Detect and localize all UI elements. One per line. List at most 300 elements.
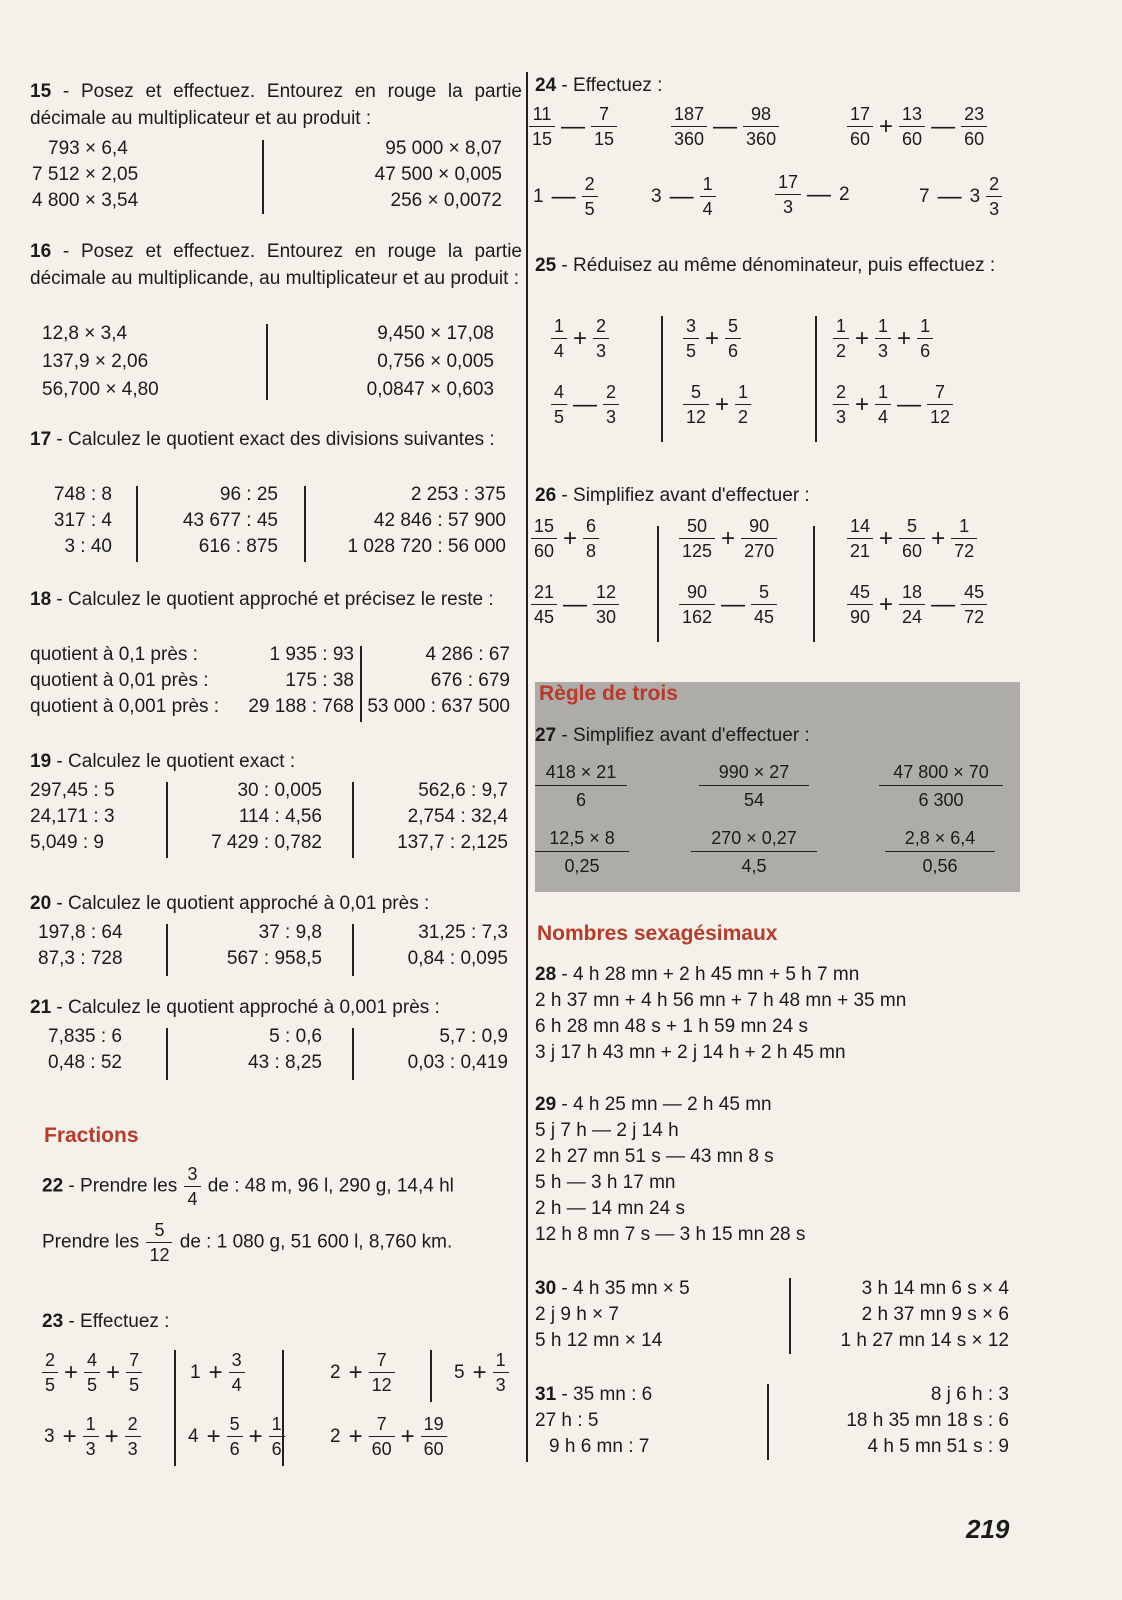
operation: 2 h 27 mn 51 s — 43 mn 8 s bbox=[535, 1146, 774, 1167]
operator: + bbox=[563, 524, 578, 552]
numerator: 2 bbox=[593, 314, 609, 339]
expr bbox=[529, 514, 601, 563]
integer: 2 bbox=[839, 183, 850, 205]
numerator: 1 bbox=[833, 314, 849, 339]
denominator: 125 bbox=[682, 541, 713, 561]
division: 43 677 : 45 bbox=[182, 510, 278, 531]
division: 1 935 : 93 bbox=[269, 644, 354, 665]
fraction bbox=[582, 172, 598, 221]
integer: 7 bbox=[919, 185, 930, 207]
fraction bbox=[421, 1412, 447, 1461]
operator: + bbox=[106, 1358, 121, 1386]
denominator: 3 bbox=[127, 1439, 138, 1459]
exercise-instruction: - Posez et effectuez. Entourez en rouge la partie décimale au multiplicande, au multiplicateur et au produit : bbox=[30, 241, 522, 289]
operator: + bbox=[348, 1358, 363, 1386]
denominator: 3 bbox=[495, 1375, 506, 1395]
denominator: 6 bbox=[920, 341, 931, 361]
numerator: 23 bbox=[961, 102, 987, 127]
big-fraction bbox=[691, 828, 817, 877]
integer: 2 bbox=[330, 1361, 341, 1383]
fraction bbox=[743, 102, 779, 151]
numerator: 17 bbox=[847, 102, 873, 127]
numerator: 5 bbox=[683, 380, 709, 405]
numerator: 1 bbox=[875, 314, 891, 339]
fraction bbox=[683, 380, 709, 429]
division: 317 : 4 bbox=[53, 510, 112, 531]
division: 96 : 25 bbox=[219, 484, 278, 505]
big-fraction bbox=[885, 828, 995, 877]
operator: + bbox=[721, 524, 736, 552]
operation: 56,700 × 4,80 bbox=[42, 379, 159, 400]
numerator: 12,5 × 8 bbox=[535, 828, 629, 852]
fraction bbox=[917, 314, 933, 363]
exercise-instruction: - Calculez le quotient approché à 0,001 près : bbox=[56, 997, 440, 1018]
denominator: 60 bbox=[371, 1439, 392, 1459]
numerator: 98 bbox=[743, 102, 779, 127]
fraction bbox=[146, 1218, 172, 1267]
fraction bbox=[875, 314, 891, 363]
numerator: 4 bbox=[84, 1348, 100, 1373]
fraction bbox=[583, 514, 599, 563]
division: 297,45 : 5 bbox=[30, 780, 115, 801]
numerator: 7 bbox=[369, 1412, 395, 1437]
exercise-instruction: - Simplifiez avant d'effectuer : bbox=[561, 485, 810, 506]
expr bbox=[845, 514, 979, 563]
exercise-29 bbox=[535, 1092, 805, 1248]
big-fraction bbox=[535, 762, 627, 811]
exercise-30-left bbox=[535, 1276, 690, 1354]
fraction bbox=[42, 1348, 58, 1397]
denominator: 21 bbox=[850, 541, 871, 561]
exercise-number: 25 bbox=[535, 255, 557, 276]
numerator: 17 bbox=[775, 170, 801, 195]
operation: 2 h 37 mn 9 s × 6 bbox=[861, 1304, 1009, 1325]
fraction bbox=[493, 1348, 509, 1397]
division: 87,3 : 728 bbox=[38, 948, 123, 969]
denominator: 15 bbox=[594, 129, 615, 149]
fraction bbox=[125, 1412, 141, 1461]
integer: 3 bbox=[969, 185, 981, 207]
ex27-heading bbox=[535, 722, 810, 749]
denominator: 4 bbox=[187, 1189, 198, 1209]
fraction bbox=[683, 314, 699, 363]
exercise-instruction: - Effectuez : bbox=[68, 1311, 170, 1332]
denominator: 5 bbox=[554, 407, 565, 427]
fraction bbox=[671, 102, 707, 151]
ex17-col3 bbox=[314, 482, 506, 560]
fraction bbox=[927, 380, 953, 429]
exercise-number: 15 bbox=[30, 81, 52, 102]
division: 4 286 : 67 bbox=[425, 644, 510, 665]
divider bbox=[304, 486, 306, 562]
denominator: 3 bbox=[606, 407, 617, 427]
exercise-number: 26 bbox=[535, 485, 557, 506]
division: 2,754 : 32,4 bbox=[407, 806, 508, 827]
numerator: 47 800 × 70 bbox=[879, 762, 1003, 786]
division: 676 : 679 bbox=[430, 670, 510, 691]
divider bbox=[661, 316, 663, 442]
ex20-col3 bbox=[360, 920, 508, 972]
fraction bbox=[679, 514, 715, 563]
operator: + bbox=[104, 1422, 119, 1450]
denominator: 45 bbox=[534, 607, 555, 627]
division: 30 : 0,005 bbox=[237, 780, 322, 801]
numerator: 21 bbox=[531, 580, 557, 605]
integer: 2 bbox=[330, 1425, 341, 1447]
division: 7 429 : 0,782 bbox=[211, 832, 322, 853]
expr bbox=[677, 514, 779, 563]
fraction bbox=[725, 314, 741, 363]
denominator: 15 bbox=[532, 129, 553, 149]
denominator: 24 bbox=[902, 607, 923, 627]
fraction bbox=[593, 314, 609, 363]
operation: 12 h 8 mn 7 s — 3 h 15 mn 28 s bbox=[535, 1224, 806, 1245]
divider bbox=[360, 646, 362, 722]
integer: 3 bbox=[44, 1425, 55, 1447]
denominator: 60 bbox=[902, 541, 923, 561]
ex16-left-list bbox=[42, 320, 159, 404]
numerator: 5 bbox=[725, 314, 741, 339]
numerator: 1 bbox=[875, 380, 891, 405]
precision-label: quotient à 0,1 près : bbox=[30, 644, 198, 665]
regle-de-trois-panel bbox=[535, 682, 1020, 892]
division: 567 : 958,5 bbox=[226, 948, 322, 969]
fraction bbox=[899, 580, 925, 629]
denominator: 54 bbox=[743, 790, 765, 810]
expr bbox=[773, 170, 854, 219]
expr bbox=[681, 380, 753, 429]
numerator: 990 × 27 bbox=[699, 762, 809, 786]
operator: + bbox=[931, 524, 946, 552]
numerator: 2 bbox=[125, 1412, 141, 1437]
expr bbox=[915, 172, 1004, 221]
division: 5,7 : 0,9 bbox=[439, 1026, 508, 1047]
expr bbox=[527, 102, 619, 151]
text: de : 48 m, 96 l, 290 g, 14,4 hl bbox=[207, 1175, 454, 1197]
exercise-number: 18 bbox=[30, 589, 52, 610]
ex16-right-list bbox=[280, 320, 494, 404]
section-title-nombres-sexagesimaux: Nombres sexagésimaux bbox=[537, 922, 778, 945]
ex21-col2 bbox=[176, 1024, 322, 1076]
ex19-col2 bbox=[176, 778, 322, 856]
denominator: 3 bbox=[85, 1439, 96, 1459]
denominator: 5 bbox=[45, 1375, 56, 1395]
exercise-number: 22 bbox=[42, 1175, 64, 1197]
operation: 6 h 28 mn 48 s + 1 h 59 mn 24 s bbox=[535, 1016, 809, 1037]
fraction bbox=[847, 580, 873, 629]
fraction bbox=[735, 380, 751, 429]
operation: 27 h : 5 bbox=[535, 1410, 599, 1431]
expr bbox=[831, 380, 955, 429]
divider bbox=[166, 1028, 168, 1080]
ex17-col2 bbox=[150, 482, 278, 560]
numerator: 1 bbox=[917, 314, 933, 339]
denominator: 60 bbox=[902, 129, 923, 149]
operation: 4 h 5 mn 51 s : 9 bbox=[867, 1436, 1009, 1457]
operation: 5 h — 3 h 17 mn bbox=[535, 1172, 676, 1193]
fraction bbox=[833, 380, 849, 429]
expr bbox=[450, 1348, 511, 1397]
divider bbox=[815, 316, 817, 442]
divider bbox=[174, 1350, 176, 1466]
text: Prendre les bbox=[42, 1231, 140, 1253]
operation: 18 h 35 mn 18 s : 6 bbox=[846, 1410, 1009, 1431]
exercise-17 bbox=[30, 426, 522, 566]
operation: - 4 h 28 mn + 2 h 45 mn + 5 h 7 mn bbox=[561, 964, 860, 985]
denominator: 3 bbox=[989, 199, 1000, 219]
division: 7,835 : 6 bbox=[48, 1026, 122, 1047]
operator: — bbox=[937, 182, 962, 210]
operator: + bbox=[248, 1422, 263, 1450]
numerator: 2 bbox=[986, 172, 1002, 197]
division: 24,171 : 3 bbox=[30, 806, 115, 827]
fraction bbox=[603, 380, 619, 429]
fraction bbox=[369, 1348, 395, 1397]
denominator: 2 bbox=[738, 407, 749, 427]
numerator: 4 bbox=[551, 380, 567, 405]
numerator: 1 bbox=[951, 514, 977, 539]
ex19-col3 bbox=[360, 778, 508, 856]
fraction bbox=[551, 380, 567, 429]
exercise-number: 19 bbox=[30, 751, 52, 772]
big-fraction bbox=[699, 762, 809, 811]
operator: — bbox=[563, 590, 588, 618]
operator: + bbox=[62, 1422, 77, 1450]
fraction bbox=[751, 580, 777, 629]
numerator: 1 bbox=[269, 1412, 285, 1437]
denominator: 12 bbox=[930, 407, 951, 427]
ex18-col2 bbox=[366, 642, 510, 720]
fraction bbox=[551, 314, 567, 363]
denominator: 5 bbox=[584, 199, 595, 219]
denominator: 4,5 bbox=[741, 856, 767, 876]
expr bbox=[184, 1412, 287, 1461]
denominator: 360 bbox=[746, 129, 777, 149]
ex18-labels bbox=[30, 642, 219, 720]
exercise-24 bbox=[532, 72, 1020, 242]
exercise-31-left bbox=[535, 1382, 652, 1460]
fraction bbox=[269, 1412, 285, 1461]
division: 2 253 : 375 bbox=[410, 484, 506, 505]
fraction bbox=[875, 380, 891, 429]
operator: + bbox=[897, 324, 912, 352]
precision-label: quotient à 0,01 près : bbox=[30, 670, 209, 691]
denominator: 3 bbox=[878, 341, 889, 361]
numerator: 1 bbox=[551, 314, 567, 339]
big-fraction bbox=[535, 828, 629, 877]
operator: — bbox=[721, 590, 746, 618]
operation: 9 h 6 mn : 7 bbox=[549, 1436, 650, 1457]
operation: - 4 h 25 mn — 2 h 45 mn bbox=[561, 1094, 772, 1115]
denominator: 162 bbox=[682, 607, 713, 627]
denominator: 4 bbox=[702, 199, 713, 219]
operator: + bbox=[879, 524, 894, 552]
integer: 1 bbox=[190, 1361, 201, 1383]
division: 175 : 38 bbox=[285, 670, 354, 691]
denominator: 72 bbox=[954, 541, 975, 561]
denominator: 60 bbox=[534, 541, 555, 561]
numerator: 2 bbox=[582, 172, 598, 197]
numerator: 90 bbox=[679, 580, 715, 605]
operation: - 4 h 35 mn × 5 bbox=[561, 1278, 690, 1299]
fraction bbox=[899, 514, 925, 563]
expr bbox=[529, 172, 600, 221]
operation: 47 500 × 0,005 bbox=[374, 164, 502, 185]
operation: 5 j 7 h — 2 j 14 h bbox=[535, 1120, 679, 1141]
operation: 4 800 × 3,54 bbox=[32, 190, 139, 211]
denominator: 8 bbox=[586, 541, 597, 561]
big-fraction bbox=[879, 762, 1003, 811]
exercise-number: 17 bbox=[30, 429, 52, 450]
operation: 137,9 × 2,06 bbox=[42, 351, 149, 372]
ex22-line-1 bbox=[42, 1162, 454, 1211]
numerator: 1 bbox=[83, 1412, 99, 1437]
fraction bbox=[184, 1162, 200, 1211]
ex20-col1 bbox=[38, 920, 123, 972]
division: 43 : 8,25 bbox=[248, 1052, 322, 1073]
numerator: 1 bbox=[735, 380, 751, 405]
numerator: 12 bbox=[593, 580, 619, 605]
page-number: 219 bbox=[966, 1514, 1010, 1544]
operation: 3 j 17 h 43 mn + 2 j 14 h + 2 h 45 mn bbox=[535, 1042, 846, 1063]
numerator: 3 bbox=[184, 1162, 200, 1187]
expr bbox=[647, 172, 718, 221]
exercise-instruction: - Effectuez : bbox=[561, 75, 663, 96]
numerator: 418 × 21 bbox=[535, 762, 627, 786]
denominator: 5 bbox=[87, 1375, 98, 1395]
numerator: 7 bbox=[927, 380, 953, 405]
numerator: 18 bbox=[899, 580, 925, 605]
numerator: 2 bbox=[42, 1348, 58, 1373]
operation: - 35 mn : 6 bbox=[561, 1384, 653, 1405]
divider bbox=[813, 526, 815, 642]
fraction bbox=[529, 102, 555, 151]
division: 29 188 : 768 bbox=[248, 696, 354, 717]
operation: 8 j 6 h : 3 bbox=[930, 1384, 1009, 1405]
denominator: 4 bbox=[231, 1375, 242, 1395]
expr bbox=[326, 1412, 449, 1461]
denominator: 60 bbox=[423, 1439, 444, 1459]
exercise-28 bbox=[535, 962, 906, 1066]
numerator: 19 bbox=[421, 1412, 447, 1437]
section-title-regle-de-trois: Règle de trois bbox=[539, 682, 678, 705]
fraction bbox=[593, 580, 619, 629]
fraction bbox=[951, 514, 977, 563]
exercise-number: 27 bbox=[535, 725, 557, 746]
numerator: 270 × 0,27 bbox=[691, 828, 817, 852]
denominator: 4 bbox=[878, 407, 889, 427]
denominator: 90 bbox=[850, 607, 871, 627]
integer: 4 bbox=[188, 1425, 199, 1447]
exercise-number: 30 bbox=[535, 1278, 557, 1299]
denominator: 12 bbox=[149, 1245, 170, 1265]
numerator: 45 bbox=[961, 580, 987, 605]
numerator: 187 bbox=[671, 102, 707, 127]
expr bbox=[845, 102, 989, 151]
exercise-30-right bbox=[797, 1276, 1009, 1354]
division: 0,03 : 0,419 bbox=[407, 1052, 508, 1073]
denominator: 30 bbox=[596, 607, 617, 627]
ex21-col1 bbox=[30, 1024, 122, 1076]
numerator: 3 bbox=[229, 1348, 245, 1373]
denominator: 6 300 bbox=[918, 790, 964, 810]
exercise-19 bbox=[30, 748, 522, 878]
exercise-15 bbox=[30, 78, 522, 228]
operator: + bbox=[879, 112, 894, 140]
divider bbox=[352, 782, 354, 858]
operator: + bbox=[208, 1358, 223, 1386]
denominator: 60 bbox=[850, 129, 871, 149]
division: 31,25 : 7,3 bbox=[418, 922, 508, 943]
fraction bbox=[700, 172, 716, 221]
exercise-22 bbox=[30, 1162, 522, 1272]
divider bbox=[767, 1384, 769, 1460]
exercise-number: 24 bbox=[535, 75, 557, 96]
operator: — bbox=[931, 112, 956, 140]
expr bbox=[549, 314, 611, 363]
ex19-col1 bbox=[30, 778, 115, 856]
fraction bbox=[679, 580, 715, 629]
exercise-number: 21 bbox=[30, 997, 52, 1018]
exercise-16 bbox=[30, 238, 522, 408]
fraction bbox=[899, 102, 925, 151]
numerator: 1 bbox=[700, 172, 716, 197]
divider bbox=[352, 924, 354, 976]
division: 42 846 : 57 900 bbox=[373, 510, 506, 531]
column-divider bbox=[526, 72, 528, 1462]
fraction bbox=[83, 1412, 99, 1461]
division: 53 000 : 637 500 bbox=[367, 696, 510, 717]
fraction bbox=[775, 170, 801, 219]
denominator: 5 bbox=[129, 1375, 140, 1395]
exercise-25 bbox=[535, 252, 1020, 452]
division: 748 : 8 bbox=[53, 484, 112, 505]
ex22-line-2 bbox=[42, 1218, 452, 1267]
expr bbox=[669, 102, 781, 151]
text: - Prendre les bbox=[68, 1175, 178, 1197]
operation: 2 h — 14 mn 24 s bbox=[535, 1198, 685, 1219]
ex15-left-list bbox=[32, 136, 138, 214]
integer: 3 bbox=[651, 185, 662, 207]
numerator: 90 bbox=[741, 514, 777, 539]
divider bbox=[266, 324, 268, 400]
denominator: 5 bbox=[686, 341, 697, 361]
expr bbox=[845, 580, 989, 629]
denominator: 3 bbox=[836, 407, 847, 427]
denominator: 12 bbox=[686, 407, 707, 427]
operation: 95 000 × 8,07 bbox=[385, 138, 502, 159]
numerator: 13 bbox=[899, 102, 925, 127]
operator: — bbox=[573, 390, 598, 418]
denominator: 6 bbox=[575, 790, 586, 810]
denominator: 6 bbox=[728, 341, 739, 361]
operation: 0,756 × 0,005 bbox=[377, 351, 494, 372]
operator: — bbox=[931, 590, 956, 618]
division: 5 : 0,6 bbox=[269, 1026, 322, 1047]
integer: 1 bbox=[533, 185, 544, 207]
exercise-number: 29 bbox=[535, 1094, 557, 1115]
exercise-21 bbox=[30, 994, 522, 1094]
fraction bbox=[591, 102, 617, 151]
numerator: 3 bbox=[683, 314, 699, 339]
fraction bbox=[847, 514, 873, 563]
numerator: 2,8 × 6,4 bbox=[885, 828, 995, 852]
exercise-20 bbox=[30, 890, 522, 990]
operator: + bbox=[855, 390, 870, 418]
denominator: 45 bbox=[754, 607, 775, 627]
division: 114 : 4,56 bbox=[238, 806, 322, 827]
operation: 9,450 × 17,08 bbox=[377, 323, 494, 344]
